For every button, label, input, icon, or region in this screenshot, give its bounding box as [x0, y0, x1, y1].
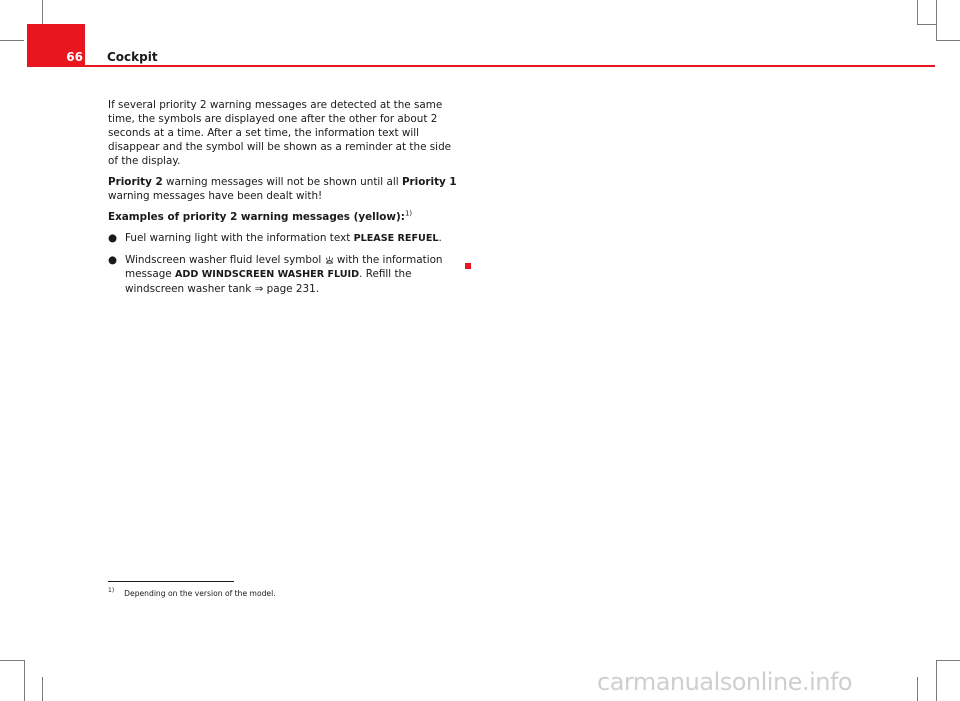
chapter-title: Cockpit — [107, 50, 158, 64]
message-add-washer-fluid: ADD WINDSCREEN WASHER FLUID — [175, 269, 360, 280]
bullet-text-mid: with the information message — [125, 254, 443, 280]
paragraph-priority — [108, 175, 464, 203]
crop-mark — [24, 660, 25, 701]
examples-heading-text: Examples of priority 2 warning messages (yellow): — [108, 211, 405, 223]
priority-text-tail: warning messages have been dealt with! — [108, 190, 323, 202]
crop-mark — [0, 40, 24, 41]
list-item — [108, 253, 464, 296]
crop-mark — [917, 0, 918, 24]
crop-mark — [917, 677, 918, 701]
bullet-icon: ● — [108, 232, 118, 244]
footnote-text: Depending on the version of the model. — [124, 589, 276, 598]
crop-mark — [936, 40, 960, 41]
bullet-text-refill: . Refill the windscreen washer tank — [125, 268, 412, 295]
washer-fluid-icon — [325, 255, 334, 264]
crop-mark — [42, 677, 43, 701]
crop-mark — [0, 660, 24, 661]
priority-1-label: Priority 1 — [401, 176, 457, 188]
page-number: 66 — [66, 50, 83, 64]
main-content — [108, 98, 464, 303]
bullet-text-end: . — [315, 283, 320, 295]
section-end-mark — [465, 263, 471, 269]
list-item — [108, 231, 464, 246]
paragraph-intro: If several priority 2 warning messages are detected at the same time, the symbols are displayed one after the other for about 2 seconds at a time. After a set time, the information text will disappear and the symbol will be shown as a reminder at the side of the display. — [108, 99, 452, 167]
watermark: carmanualsonline.info — [597, 668, 853, 696]
crop-mark — [936, 660, 960, 661]
crop-mark — [917, 24, 936, 25]
message-please-refuel: PLEASE REFUEL — [353, 233, 439, 244]
footnote — [108, 589, 276, 599]
bullet-icon: ● — [108, 254, 118, 266]
bullet-text-end: . — [438, 232, 442, 244]
crop-mark — [936, 0, 937, 40]
priority-2-label: Priority 2 — [108, 176, 163, 188]
examples-heading — [108, 210, 464, 224]
page-reference-link[interactable]: ⇒ page 231 — [254, 283, 316, 295]
bullet-text: Windscreen washer fluid level symbol — [125, 254, 325, 266]
header-rule — [27, 65, 935, 67]
crop-mark — [936, 660, 937, 701]
bullet-text: Fuel warning light with the information text — [125, 232, 354, 244]
footnote-reference: 1) — [404, 209, 413, 218]
priority-text-mid: warning messages will not be shown until all — [162, 176, 402, 188]
crop-mark — [42, 0, 43, 24]
footnote-marker: 1) — [108, 587, 115, 595]
footnote-rule — [108, 581, 234, 582]
